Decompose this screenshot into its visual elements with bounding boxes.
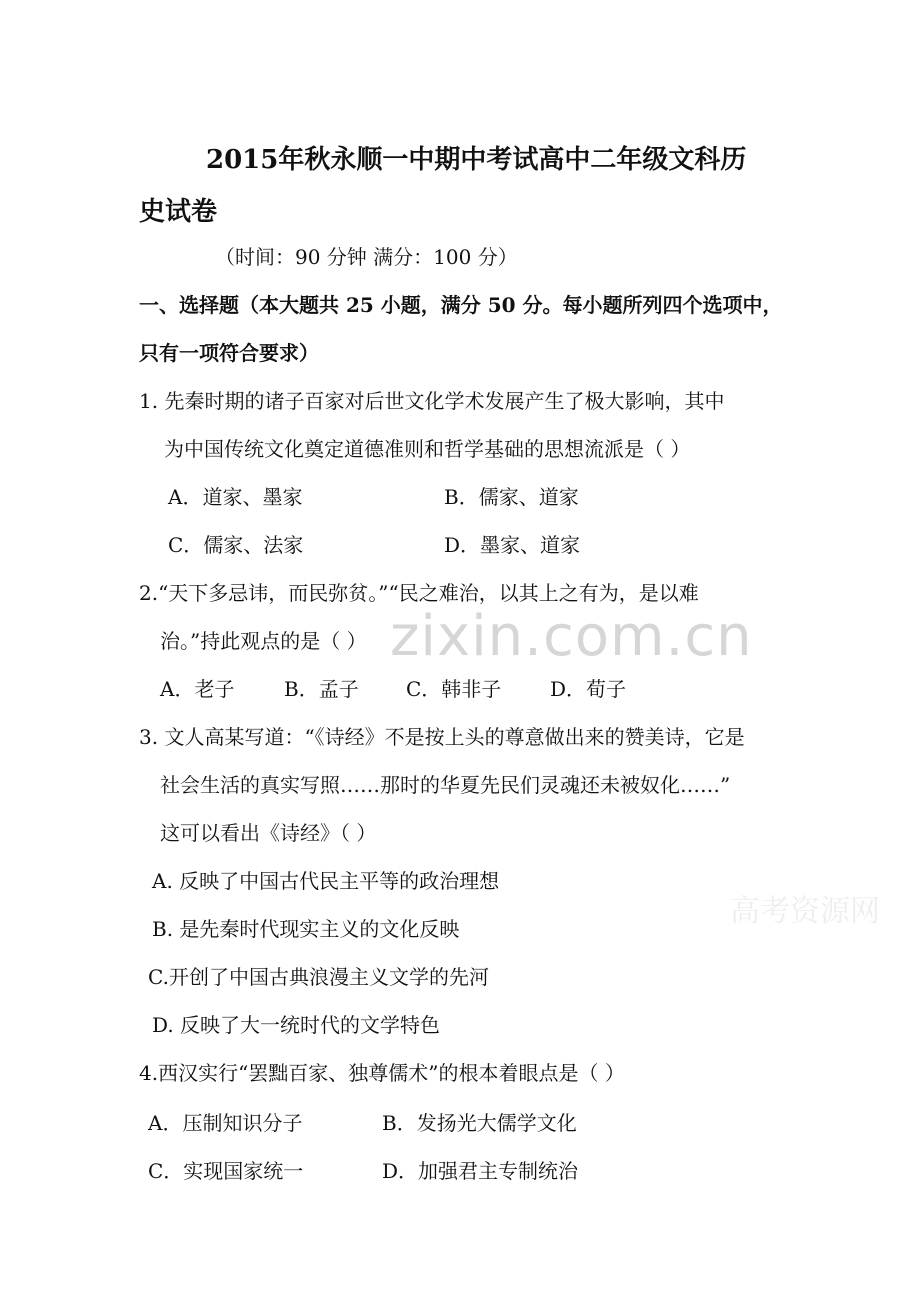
question-4-option-b[interactable]: B．发扬光大儒学文化 bbox=[382, 1111, 577, 1135]
question-2-line2: 治。”持此观点的是（ ） bbox=[160, 629, 367, 653]
question-4-option-c[interactable]: C．实现国家统一 bbox=[148, 1159, 304, 1183]
question-1-line2: 为中国传统文化奠定道德准则和哲学基础的思想流派是（ ） bbox=[164, 437, 691, 461]
question-2-option-c[interactable]: C．韩非子 bbox=[406, 677, 502, 701]
question-3-option-b[interactable]: B. 是先秦时代现实主义的文化反映 bbox=[152, 917, 460, 941]
question-2-option-d[interactable]: D．荀子 bbox=[550, 677, 627, 701]
question-4-line1: 4.西汉实行“罢黜百家、独尊儒术”的根本着眼点是（ ） bbox=[139, 1061, 625, 1085]
question-2-option-b[interactable]: B．孟子 bbox=[284, 677, 359, 701]
question-3-line3: 这可以看出《诗经》（ ） bbox=[160, 821, 377, 845]
question-3-option-c[interactable]: C.开创了中国古典浪漫主义文学的先河 bbox=[148, 965, 489, 989]
section-heading-line2: 只有一项符合要求） bbox=[139, 341, 319, 365]
question-1-option-b[interactable]: B．儒家、道家 bbox=[444, 485, 579, 509]
question-3-line1: 3. 文人高某写道：“《诗经》不是按上头的尊意做出来的赞美诗，它是 bbox=[139, 725, 745, 749]
exam-meta: （时间：90 分钟 满分：100 分） bbox=[215, 245, 518, 269]
faint-watermark: 高考资源网 bbox=[730, 894, 880, 929]
question-1-option-a[interactable]: A．道家、墨家 bbox=[168, 485, 303, 509]
question-1-option-c[interactable]: C．儒家、法家 bbox=[168, 533, 304, 557]
question-2-option-a[interactable]: A．老子 bbox=[160, 677, 235, 701]
question-2-line1: 2.“天下多忌讳，而民弥贫。”“民之难治，以其上之有为，是以难 bbox=[139, 581, 699, 605]
question-3-option-a[interactable]: A. 反映了中国古代民主平等的政治理想 bbox=[152, 869, 500, 893]
page-title-line1: 2015年秋永顺一中期中考试高中二年级文科历 bbox=[206, 145, 747, 175]
section-heading-line1: 一、选择题（本大题共 25 小题，满分 50 分。每小题所列四个选项中， bbox=[139, 293, 783, 317]
question-3-option-d[interactable]: D. 反映了大一统时代的文学特色 bbox=[152, 1013, 441, 1037]
site-watermark: zixin.com.cn bbox=[390, 604, 753, 669]
question-1-line1: 1. 先秦时期的诸子百家对后世文化学术发展产生了极大影响，其中 bbox=[139, 389, 725, 413]
page-title-line2: 史试卷 bbox=[139, 197, 218, 227]
question-4-option-d[interactable]: D．加强君主专制统治 bbox=[382, 1159, 579, 1183]
question-3-line2: 社会生活的真实写照……那时的华夏先民们灵魂还未被奴化……” bbox=[160, 773, 731, 797]
question-4-option-a[interactable]: A．压制知识分子 bbox=[148, 1111, 303, 1135]
question-1-option-d[interactable]: D．墨家、道家 bbox=[444, 533, 581, 557]
